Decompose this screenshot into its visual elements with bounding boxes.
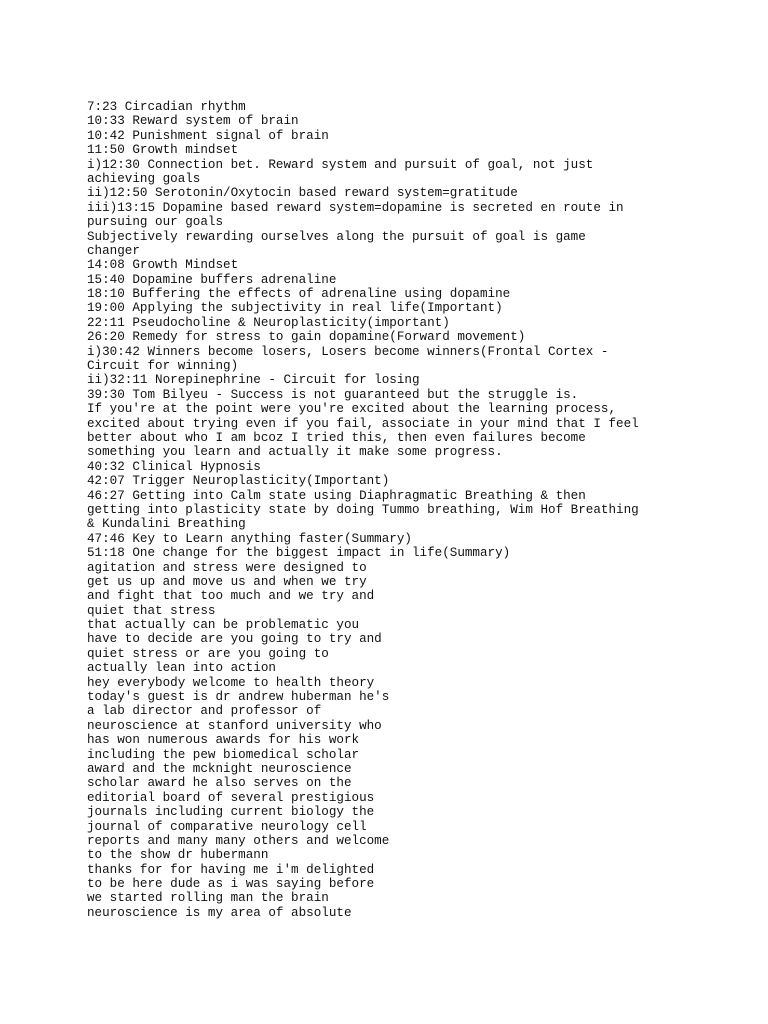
text-line: 10:42 Punishment signal of brain bbox=[87, 128, 329, 143]
text-line: If you're at the point were you're excited about the learning process, bbox=[87, 402, 617, 417]
text-line: something you learn and actually it make some progress. bbox=[87, 445, 503, 460]
text-line: actually lean into action bbox=[87, 661, 276, 676]
text-line: to the show dr hubermann bbox=[87, 848, 269, 863]
text-line: 19:00 Applying the subjectivity in real life(Important) bbox=[87, 301, 503, 316]
text-line: has won numerous awards for his work bbox=[87, 733, 360, 748]
document-text bbox=[87, 100, 747, 920]
text-line: achieving goals bbox=[87, 171, 201, 186]
text-line: 7:23 Circadian rhythm bbox=[87, 100, 246, 114]
text-line: 47:46 Key to Learn anything faster(Summary) bbox=[87, 531, 412, 546]
text-line: today's guest is dr andrew huberman he's bbox=[87, 690, 390, 705]
text-line: journals including current biology the bbox=[87, 805, 375, 820]
text-line: thanks for for having me i'm delighted bbox=[87, 862, 375, 877]
text-line: get us up and move us and when we try bbox=[87, 574, 367, 589]
text-line: ii)32:11 Norepinephrine - Circuit for losing bbox=[87, 373, 420, 388]
text-line: 46:27 Getting into Calm state using Diaphragmatic Breathing & then bbox=[87, 488, 586, 503]
text-line: better about who I am bcoz I tried this, then even failures become bbox=[87, 430, 586, 445]
text-line: 39:30 Tom Bilyeu - Success is not guaranteed but the struggle is. bbox=[87, 387, 579, 402]
text-line: 11:50 Growth mindset bbox=[87, 143, 239, 158]
text-line: 51:18 One change for the biggest impact in life(Summary) bbox=[87, 546, 511, 561]
text-line: a lab director and professor of bbox=[87, 704, 322, 719]
text-line: quiet that stress bbox=[87, 603, 216, 618]
text-line: 10:33 Reward system of brain bbox=[87, 114, 299, 129]
text-line: Subjectively rewarding ourselves along the pursuit of goal is game bbox=[87, 229, 586, 244]
text-line: 18:10 Buffering the effects of adrenaline using dopamine bbox=[87, 287, 511, 302]
text-line: iii)13:15 Dopamine based reward system=dopamine is secreted en route in bbox=[87, 200, 624, 215]
text-line: ii)12:50 Serotonin/Oxytocin based reward system=gratitude bbox=[87, 186, 518, 201]
text-line: hey everybody welcome to health theory bbox=[87, 675, 375, 690]
text-line: neuroscience is my area of absolute bbox=[87, 905, 352, 920]
text-line: quiet stress or are you going to bbox=[87, 646, 329, 661]
text-line: 22:11 Pseudocholine & Neuroplasticity(important) bbox=[87, 315, 450, 330]
text-line: have to decide are you going to try and bbox=[87, 632, 382, 647]
text-line: including the pew biomedical scholar bbox=[87, 747, 360, 762]
text-line: editorial board of several prestigious bbox=[87, 790, 375, 805]
text-line: 42:07 Trigger Neuroplasticity(Important) bbox=[87, 474, 390, 489]
text-line: that actually can be problematic you bbox=[87, 618, 360, 633]
text-line: i)12:30 Connection bet. Reward system and pursuit of goal, not just bbox=[87, 157, 594, 172]
text-line: i)30:42 Winners become losers, Losers become winners(Frontal Cortex - bbox=[87, 344, 609, 359]
text-line: 15:40 Dopamine buffers adrenaline bbox=[87, 272, 337, 287]
text-line: reports and many many others and welcome bbox=[87, 833, 390, 848]
text-line: & Kundalini Breathing bbox=[87, 517, 246, 532]
text-line: neuroscience at stanford university who bbox=[87, 718, 382, 733]
text-line: excited about trying even if you fail, associate in your mind that I feel bbox=[87, 416, 639, 431]
text-line: and fight that too much and we try and bbox=[87, 589, 375, 604]
text-line: 26:20 Remedy for stress to gain dopamine(Forward movement) bbox=[87, 330, 526, 345]
text-line: agitation and stress were designed to bbox=[87, 560, 367, 575]
text-line: 40:32 Clinical Hypnosis bbox=[87, 459, 261, 474]
text-line: 14:08 Growth Mindset bbox=[87, 258, 239, 273]
text-line: journal of comparative neurology cell bbox=[87, 819, 367, 834]
text-line: we started rolling man the brain bbox=[87, 891, 329, 906]
text-line: getting into plasticity state by doing Tummo breathing, Wim Hof Breathing bbox=[87, 502, 639, 517]
text-line: award and the mcknight neuroscience bbox=[87, 761, 352, 776]
text-line: Circuit for winning) bbox=[87, 359, 239, 374]
text-line: to be here dude as i was saying before bbox=[87, 877, 375, 892]
text-line: scholar award he also serves on the bbox=[87, 776, 352, 791]
text-line: changer bbox=[87, 243, 140, 258]
text-line: pursuing our goals bbox=[87, 215, 224, 230]
